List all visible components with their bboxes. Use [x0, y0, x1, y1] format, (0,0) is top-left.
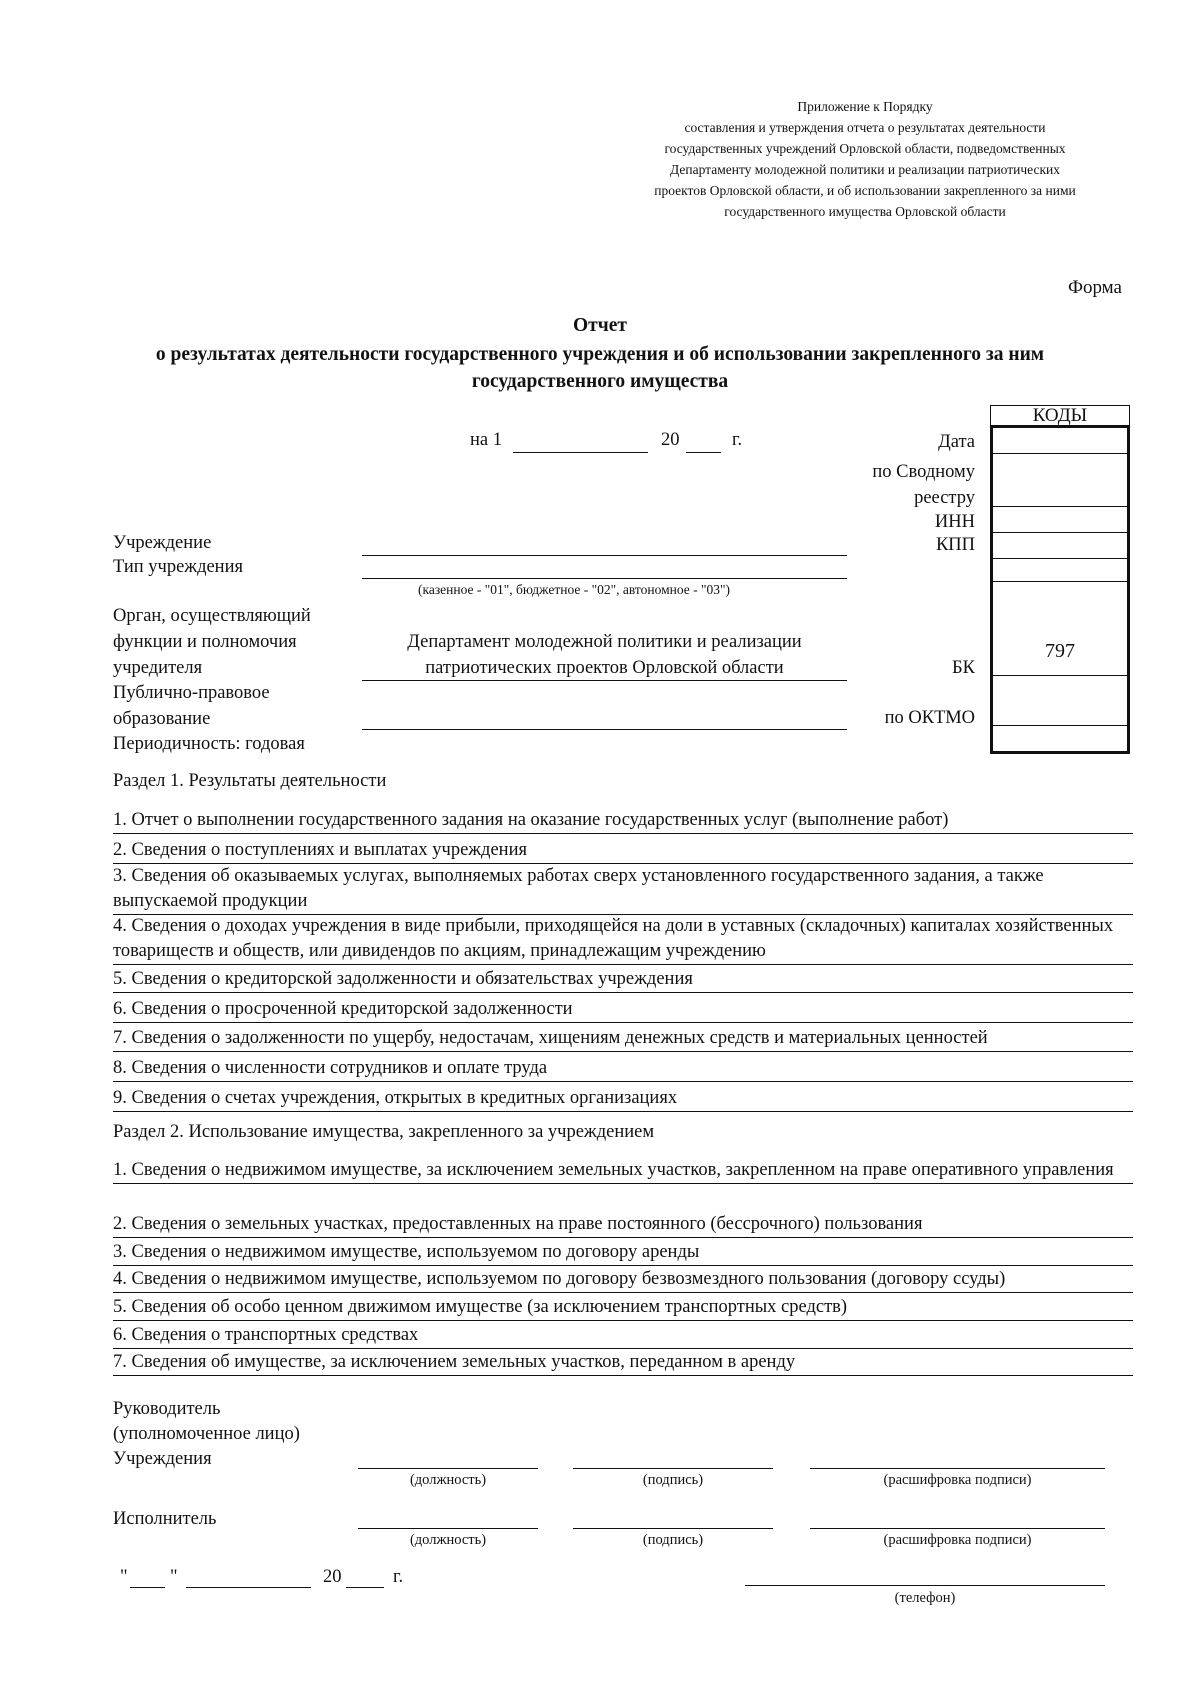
- section2-item-2: 2. Сведения о земельных участках, предоставленных на праве постоянного (бессрочного) пользования: [113, 1212, 1133, 1238]
- report-subtitle-2: государственного имущества: [471, 371, 729, 392]
- section2-item-4: 4. Сведения о недвижимом имуществе, используемом по договору безвозмездного пользования (договору ссуды): [113, 1267, 1133, 1293]
- sign-date-day-field[interactable]: [130, 1587, 165, 1588]
- sign-date-year-suffix: г.: [393, 1567, 404, 1587]
- section2-item-3: 3. Сведения о недвижимом имуществе, используемом по договору аренды: [113, 1240, 1133, 1266]
- report-subtitle: о результатах деятельности государственного учреждения и об использовании закрепленного за ним: [155, 344, 1045, 365]
- code-last-cell[interactable]: [993, 726, 1127, 751]
- codes-box: [990, 425, 1130, 754]
- code-oktmo-cell[interactable]: [993, 676, 1127, 726]
- executor-position-field[interactable]: [358, 1528, 538, 1529]
- executor-signature-field[interactable]: [573, 1528, 773, 1529]
- date-quote-close: ": [170, 1567, 178, 1587]
- head-label-1: Руководитель: [113, 1399, 221, 1419]
- code-inn-label: ИНН: [934, 512, 975, 532]
- section1-item-7: 7. Сведения о задолженности по ущербу, недостачам, хищениям денежных средств и материальных ценностей: [113, 1026, 1133, 1052]
- code-inn-cell[interactable]: [993, 507, 1127, 533]
- executor-position-caption: (должность): [409, 1532, 487, 1548]
- head-label-2: (уполномоченное лицо): [113, 1424, 300, 1444]
- sign-date-year-prefix: 20: [323, 1567, 342, 1587]
- founder-value-1: Департамент молодежной политики и реализации: [407, 632, 802, 652]
- section1-item-8: 8. Сведения о численности сотрудников и оплате труда: [113, 1056, 1133, 1082]
- date-on-label: на 1: [470, 430, 502, 450]
- phone-field[interactable]: [745, 1585, 1105, 1586]
- section1-item-5: 5. Сведения о кредиторской задолженности и обязательствах учреждения: [113, 967, 1133, 993]
- code-oktmo-label: по ОКТМО: [884, 708, 975, 728]
- code-date-cell[interactable]: [993, 428, 1127, 454]
- code-date-label: Дата: [938, 432, 975, 452]
- sign-date-year-field[interactable]: [346, 1587, 384, 1588]
- periodicity-label: Периодичность: годовая: [113, 734, 305, 754]
- sign-date-month-field[interactable]: [186, 1587, 311, 1588]
- date-day-field[interactable]: [513, 452, 648, 453]
- form-label: Форма: [1067, 277, 1122, 298]
- head-signature-caption: (подпись): [642, 1472, 704, 1488]
- head-decode-field[interactable]: [810, 1468, 1105, 1469]
- appendix-line: проектов Орловской области, и об использовании закрепленного за ними: [654, 183, 1076, 198]
- section2-item-1: 1. Сведения о недвижимом имуществе, за исключением земельных участков, закрепленном на праве оперативного управления: [113, 1158, 1133, 1184]
- appendix-line: государственных учреждений Орловской области, подведомственных: [664, 141, 1066, 156]
- head-decode-caption: (расшифровка подписи): [883, 1472, 1032, 1488]
- public-entity-label-2: образование: [113, 709, 211, 729]
- institution-field[interactable]: [362, 555, 847, 556]
- public-entity-field[interactable]: [362, 729, 847, 730]
- section1-item-2: 2. Сведения о поступлениях и выплатах учреждения: [113, 838, 1133, 864]
- head-signature-field[interactable]: [573, 1468, 773, 1469]
- phone-caption: (телефон): [894, 1590, 956, 1606]
- code-blank-cell[interactable]: [993, 559, 1127, 582]
- head-position-caption: (должность): [409, 1472, 487, 1488]
- executor-decode-field[interactable]: [810, 1528, 1105, 1529]
- code-kpp-label: КПП: [935, 535, 975, 555]
- founder-label-3: учредителя: [113, 658, 203, 678]
- section2-item-5: 5. Сведения об особо ценном движимом имуществе (за исключением транспортных средств): [113, 1295, 1133, 1321]
- code-registry-label-1: по Сводному: [872, 462, 975, 482]
- institution-type-label: Тип учреждения: [113, 557, 243, 577]
- section1-item-1: 1. Отчет о выполнении государственного задания на оказание государственных услуг (выполнение работ): [113, 808, 1133, 834]
- founder-value-2: патриотических проектов Орловской области: [425, 658, 784, 678]
- head-label-3: Учреждения: [113, 1449, 212, 1469]
- code-bk-cell: [993, 582, 1127, 676]
- appendix-line: Департаменту молодежной политики и реализации патриотических: [669, 162, 1061, 177]
- codes-header: КОДЫ: [990, 405, 1130, 427]
- appendix-line: составления и утверждения отчета о результатах деятельности: [684, 120, 1046, 135]
- executor-decode-caption: (расшифровка подписи): [883, 1532, 1032, 1548]
- founder-label-1: Орган, осуществляющий: [113, 606, 311, 626]
- date-year-suffix: г.: [732, 430, 743, 450]
- code-bk-label: БК: [952, 658, 975, 678]
- section2-item-6: 6. Сведения о транспортных средствах: [113, 1323, 1133, 1349]
- section2-title: Раздел 2. Использование имущества, закрепленного за учреждением: [113, 1122, 655, 1142]
- date-quote-open: ": [120, 1567, 128, 1587]
- section1-item-9: 9. Сведения о счетах учреждения, открытых в кредитных организациях: [113, 1086, 1133, 1112]
- institution-label: Учреждение: [113, 533, 212, 553]
- institution-type-hint: (казенное - "01", бюджетное - "02", автономное - "03"): [418, 582, 731, 597]
- section1-item-6: 6. Сведения о просроченной кредиторской задолженности: [113, 997, 1133, 1023]
- founder-field[interactable]: [362, 680, 847, 681]
- section1-item-4: 4. Сведения о доходах учреждения в виде прибыли, приходящейся на доли в уставных (складочных) капиталах хозяйственных товариществ и обществ, или дивидендов по акциям, принадлежащим учреждению: [113, 914, 1133, 965]
- founder-label-2: функции и полномочия: [113, 632, 297, 652]
- institution-type-field[interactable]: [362, 578, 847, 579]
- code-registry-label-2: реестру: [914, 488, 975, 508]
- code-kpp-cell[interactable]: [993, 533, 1127, 559]
- executor-signature-caption: (подпись): [642, 1532, 704, 1548]
- appendix-line: государственного имущества Орловской области: [724, 204, 1006, 219]
- code-registry-cell[interactable]: [993, 454, 1127, 507]
- section1-item-3: 3. Сведения об оказываемых услугах, выполняемых работах сверх установленного государственного задания, а также выпускаемой продукции: [113, 864, 1133, 915]
- section1-title: Раздел 1. Результаты деятельности: [113, 771, 387, 791]
- date-year-prefix: 20: [661, 430, 680, 450]
- public-entity-label-1: Публично-правовое: [113, 683, 270, 703]
- executor-label: Исполнитель: [113, 1509, 217, 1529]
- bk-value: 797: [1045, 640, 1075, 662]
- report-title: Отчет: [573, 315, 627, 336]
- appendix-header: [575, 96, 1155, 222]
- appendix-line: Приложение к Порядку: [797, 99, 933, 114]
- head-position-field[interactable]: [358, 1468, 538, 1469]
- section2-item-7: 7. Сведения об имуществе, за исключением земельных участков, переданном в аренду: [113, 1350, 1133, 1376]
